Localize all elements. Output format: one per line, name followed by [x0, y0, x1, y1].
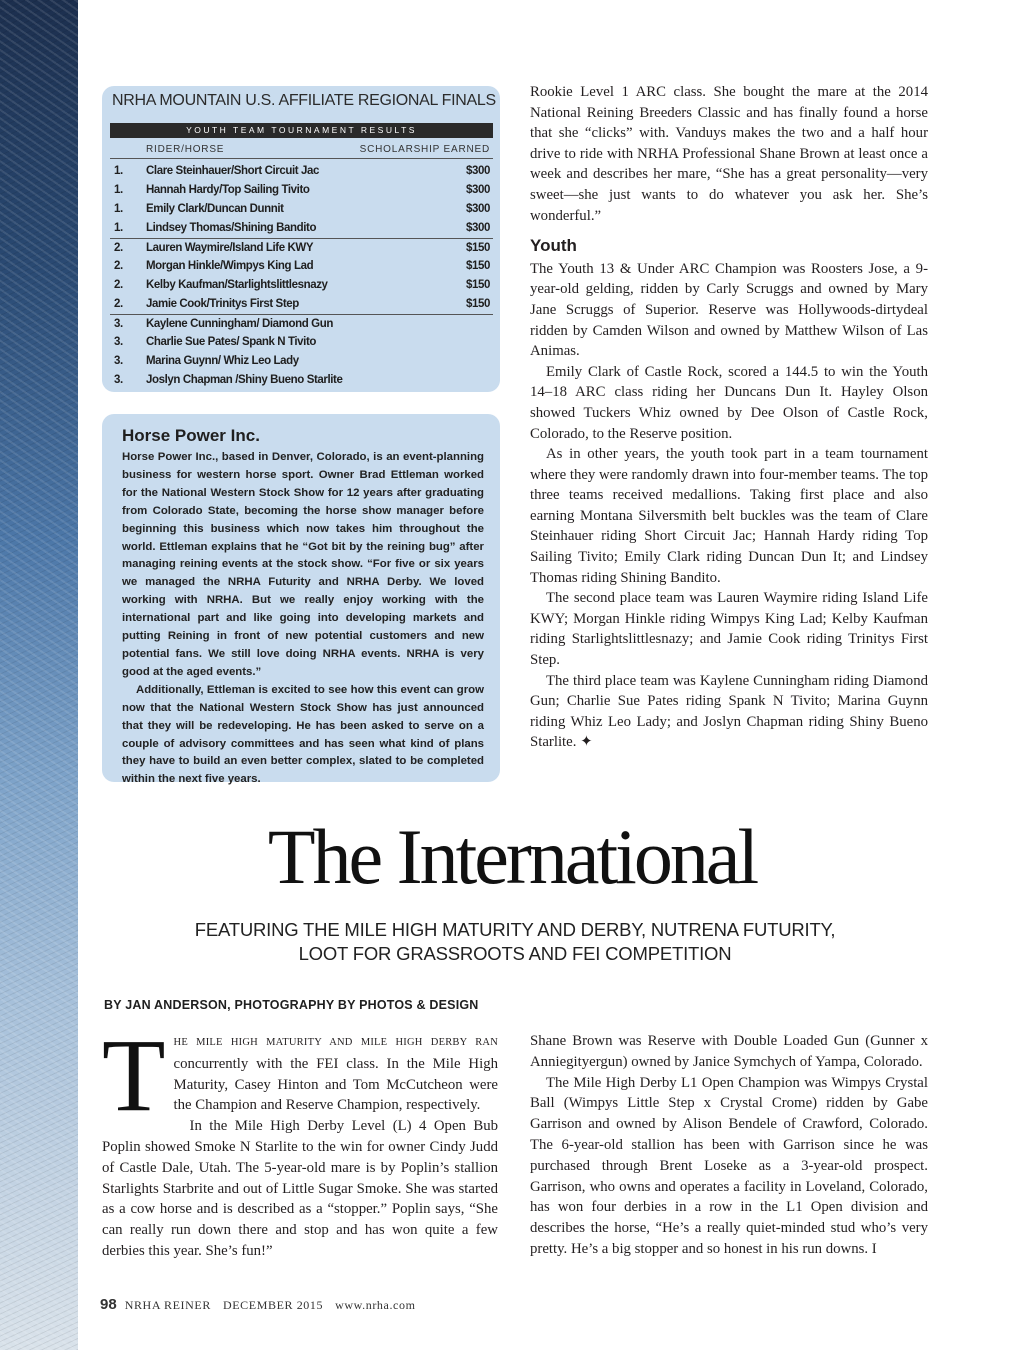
- table-row: [110, 238, 493, 258]
- row-rank: 1.: [114, 184, 123, 196]
- body-paragraph: The third place team was Kaylene Cunningham riding Diamond Gun; Charlie Sue Pates riding Spank N Tivito; Marina Guynn riding Whiz Leo Lady; and Joslyn Chapman riding Shiny Bueno Starlite. ✦: [530, 672, 928, 751]
- lead-smallcaps: HE MILE HIGH MATURITY AND MILE HIGH DERBY RAN: [173, 1037, 498, 1048]
- row-rank: 3.: [114, 318, 123, 330]
- results-table-box: [102, 86, 500, 392]
- article-headline: The International: [267, 813, 757, 900]
- body-paragraph: As in other years, the youth took part in a team tournament where they were randomly drawn into four-member teams. The top three teams received medallions. Taking first place and also earning Montana Silversmith belt buckles was the team of Clare Steinhauer riding Short Circuit Jac; Hannah Hardy riding Top Sailing Tivito; Emily Clark riding Duncan Dun It; and Lindsey Thomas riding Shining Bandito.: [530, 446, 928, 586]
- row-rider-horse: Marina Guynn/ Whiz Leo Lady: [146, 355, 299, 367]
- row-rank: 2.: [114, 279, 123, 291]
- row-rider-horse: Hannah Hardy/Top Sailing Tivito: [146, 184, 310, 196]
- magazine-name: NRHA REINER: [124, 1298, 211, 1312]
- section-heading-youth: Youth: [530, 236, 577, 256]
- sidebar-body: [122, 449, 484, 789]
- row-rider-horse: Lauren Waymire/Island Life KWY: [146, 242, 314, 254]
- article-right-column: [530, 1031, 928, 1260]
- sidebar-paragraph: Horse Power Inc., based in Denver, Colorado, is an event-planning business for western horse sport. Owner Brad Ettleman worked for the National Western Stock Show for 12 years after graduating from Colorado State, becoming the horse show manager before beginning this business which now takes him throughout the world. Ettleman explains that he “Got bit by the reining bug” after managing reining events at the stock show. “For five or six years we managed the NRHA Futurity and NRHA Derby. We loved working with NRHA. But we really enjoy working with the international part and like going into developing markets and putting Reining in front of new potential customers and new potential fans. We still love doing NRHA events. NRHA is very good at the aged events.”: [122, 451, 484, 678]
- table-row: [110, 371, 493, 390]
- page-edge-photo: [0, 0, 78, 1350]
- results-subtitle: YOUTH TEAM TOURNAMENT RESULTS: [110, 123, 493, 138]
- col-scholarship: SCHOLARSHIP EARNED: [359, 144, 490, 155]
- table-row: [110, 333, 493, 352]
- row-rank: 2.: [114, 298, 123, 310]
- row-rider-horse: Emily Clark/Duncan Dunnit: [146, 203, 284, 215]
- col-rider-horse: RIDER/HORSE: [146, 144, 225, 155]
- table-row: [110, 314, 493, 334]
- sidebar-paragraph: Additionally, Ettleman is excited to see how this event can grow now that the National Western Stock Show has just announced that they will be redeveloping. He has been asked to serve on a couple of advisory committees and has seen what kind of plans they have to build an even better complex, slated to be completed within the next five years.: [122, 683, 484, 786]
- row-amount: $300: [466, 165, 490, 177]
- body-paragraph: In the Mile High Derby Level (L) 4 Open Bub Poplin showed Smoke N Starlite to the win for owner Cindy Judd of Castle Dale, Utah. The 5-year-old mare is by Poplin’s stallion Starlights Starbrite and out of Little Sugar Smoke. She was started as a cow horse and is described as a “stopper.” Poplin says, “She can really run down there and stop and has won quite a few derbies this year. She’s fun!”: [102, 1118, 498, 1259]
- row-rider-horse: Morgan Hinkle/Wimpys King Lad: [146, 260, 314, 272]
- issue-date: DECEMBER 2015: [222, 1298, 324, 1312]
- row-rider-horse: Kelby Kaufman/Starlightslittlesnazy: [146, 279, 328, 291]
- drop-cap: T: [102, 1018, 166, 1133]
- row-rider-horse: Kaylene Cunningham/ Diamond Gun: [146, 318, 333, 330]
- right-column-text: [530, 82, 928, 753]
- row-rider-horse: Charlie Sue Pates/ Spank N Tivito: [146, 336, 317, 348]
- body-paragraph: The second place team was Lauren Waymire riding Island Life KWY; Morgan Hinkle riding Wimpys King Lad; Kelby Kaufman riding Starlightslittlesnazy; and Jamie Cook riding Trinitys First Step.: [530, 590, 928, 669]
- table-row: [110, 162, 493, 181]
- table-row: [110, 181, 493, 200]
- row-amount: $300: [466, 203, 490, 215]
- body-paragraph: The Youth 13 & Under ARC Champion was Roosters Jose, a 9-year-old gelding, ridden by Carly Scruggs and owned by Mary Jane Scruggs of Superior. Reserve was Hollywoods-dirtydeal ridden by Camden Wilson and owned by Matthew Wilson of Las Animas.: [530, 260, 928, 360]
- article-left-column: [102, 1018, 498, 1262]
- deck-line: FEATURING THE MILE HIGH MATURITY AND DERBY, NUTRENA FUTURITY,: [194, 919, 836, 940]
- row-rider-horse: Jamie Cook/Trinitys First Step: [146, 298, 299, 310]
- row-rank: 3.: [114, 336, 123, 348]
- row-amount: $150: [466, 279, 490, 291]
- lead-text: concurrently with the FEI class. In the Mile High Maturity, Casey Hinton and Tom McCutcheon were the Champion and Reserve Champion, respectively.: [173, 1055, 498, 1114]
- article-deck: [100, 918, 930, 966]
- row-rank: 3.: [114, 355, 123, 367]
- table-row: [110, 219, 493, 238]
- results-title: NRHA MOUNTAIN U.S. AFFILIATE REGIONAL FINALS: [112, 92, 496, 109]
- results-header: [110, 142, 493, 159]
- table-row: [110, 352, 493, 371]
- row-rank: 3.: [114, 374, 123, 386]
- article-byline: BY JAN ANDERSON, PHOTOGRAPHY BY PHOTOS & DESIGN: [104, 998, 479, 1012]
- body-paragraph: Rookie Level 1 ARC class. She bought the mare at the 2014 National Reining Breeders Classic and has finally found a horse that she “clicks” with. Vanduys makes the two and a half hour drive to ride with NRHA Professional Shane Brown at least once a week and describes her mare, “She has a great personality—very sweet—she just wants to do whatever you ask her. She’s wonderful.”: [530, 84, 928, 224]
- body-paragraph: Shane Brown was Reserve with Double Loaded Gun (Gunner x Anniegityergun) owned by Janice Symchych of Yampa, Colorado.: [530, 1033, 928, 1070]
- row-amount: $150: [466, 298, 490, 310]
- body-paragraph: Emily Clark of Castle Rock, scored a 144.5 to win the Youth 14–18 ARC class riding her Duncans Dun It. Hayley Olson showed Tuckers Whiz owned by Dee Olson of Castle Rock, Colorado, to the Reserve position.: [530, 363, 928, 442]
- table-row: [110, 276, 493, 295]
- row-rider-horse: Clare Steinhauer/Short Circuit Jac: [146, 165, 320, 177]
- deck-line: LOOT FOR GRASSROOTS AND FEI COMPETITION: [298, 943, 732, 964]
- website-link[interactable]: www.nrha.com: [335, 1298, 416, 1312]
- row-rank: 1.: [114, 165, 123, 177]
- lead-paragraph: [102, 1018, 498, 1133]
- row-amount: $150: [466, 260, 490, 272]
- row-rank: 2.: [114, 242, 123, 254]
- body-paragraph: The Mile High Derby L1 Open Champion was Wimpys Crystal Ball (Wimpys Little Step x Crystal Crome) ridden by Gabe Garrison and owned by Alison Bendele of Crawford, Colorado. The 6-year-old stallion has been with Garrison since he was purchased through Brent Loseke as a 3-year-old prospect. Garrison, who owns and operates a facility in Loveland, Colorado, has won four derbies in a row in the L1 Open division and describes the horse, “He’s a really quiet-minded stud who’s very pretty. He’s a big stopper and so honest in his run downs. I: [530, 1074, 928, 1257]
- row-rider-horse: Joslyn Chapman /Shiny Bueno Starlite: [146, 374, 343, 386]
- row-rank: 2.: [114, 260, 123, 272]
- sidebar-heading: Horse Power Inc.: [122, 426, 260, 445]
- page-number: 98: [100, 1296, 117, 1313]
- table-row: [110, 200, 493, 219]
- page-footer: [100, 1296, 428, 1313]
- table-row: [110, 295, 493, 314]
- row-rank: 1.: [114, 222, 123, 234]
- row-amount: $300: [466, 184, 490, 196]
- table-row: [110, 257, 493, 276]
- horse-power-sidebar: [102, 414, 500, 786]
- row-rider-horse: Lindsey Thomas/Shining Bandito: [146, 222, 317, 234]
- row-amount: $150: [466, 242, 490, 254]
- row-amount: $300: [466, 222, 490, 234]
- row-rank: 1.: [114, 203, 123, 215]
